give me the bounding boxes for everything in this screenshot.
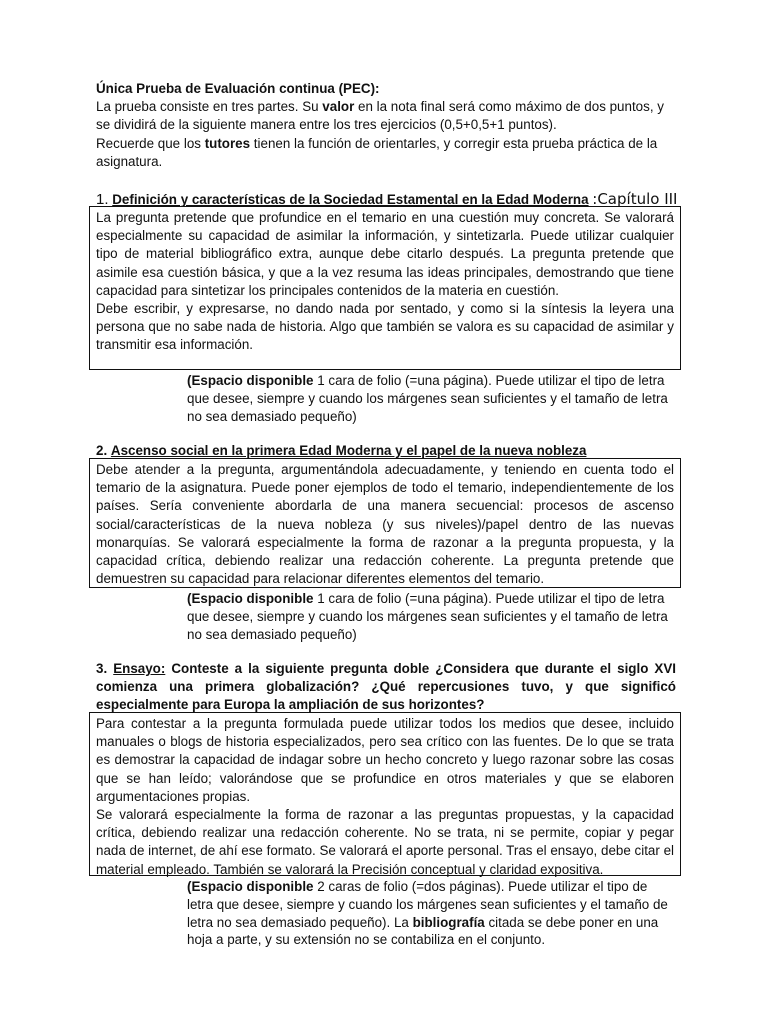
question-3-space-text: 2 caras de folio (=dos páginas). Puede utilizar el tipo de letra que desee, siempre y cuando los márgenes sean suficientes y el tamaño de letra no sea demasiado pequeño). La xyxy=(187,879,668,930)
question-2-space-label: (Espacio disponible xyxy=(187,591,314,606)
question-2-title: Ascenso social en la primera Edad Moderna y el papel de la nueva nobleza xyxy=(110,443,587,458)
intro-tutors-paragraph xyxy=(96,135,676,171)
question-3-heading xyxy=(96,660,676,715)
intro-value-paragraph xyxy=(96,98,676,134)
intro-title: Única Prueba de Evaluación continua (PEC): xyxy=(96,81,380,96)
question-1-instructions-box xyxy=(89,206,681,370)
intro-value-rest: en la nota final será como máximo de dos puntos, y se dividirá de la siguiente manera entre los tres ejercicios (0,5+0,5+1 puntos). xyxy=(96,99,664,133)
question-3-label: Ensayo: xyxy=(113,661,166,676)
question-1-chapter: :Capítulo III xyxy=(592,190,678,208)
intro-section xyxy=(96,80,676,171)
question-1-space-note xyxy=(187,372,677,425)
question-2-space-text: 1 cara de folio (=una página). Puede utilizar el tipo de letra que desee, siempre y cuando los márgenes sean suficientes y el tamaño de letra no sea demasiado pequeño) xyxy=(187,591,668,642)
question-3-bibliography-bold: bibliografía xyxy=(412,914,485,930)
question-2-number: 2. xyxy=(96,443,108,458)
question-1-instructions-p2: Debe escribir, y expresarse, no dando nada por sentado, y como si la síntesis la leyera una persona que no sabe nada de historia. Algo que también se valora es su capacidad de asimilar y transmitir esa información. xyxy=(96,301,674,353)
question-1-instructions-p1: La pregunta pretende que profundice en el temario en una cuestión muy concreta. Se valorará especialmente su capacidad de asimilar la información, y sintetizarla. Puede utilizar cualquier tipo de material bibliográfico extra, aunque debe citarlo después. La pregunta pretende que asimile esa cuestión básica, y que a la vez resuma las ideas principales, demostrando que tiene capacidad para sintetizar los principales contenidos de la materia en cuestión. xyxy=(96,210,674,298)
question-1-title: Definición y características de la Sociedad Estamental en la Edad Moderna xyxy=(112,192,589,207)
intro-tutors-rest: tienen la función de orientarles, y corregir esta prueba práctica de la asignatura. xyxy=(96,135,658,169)
question-3-question: Conteste a la siguiente pregunta doble ¿Considera que durante el siglo XVI comienza una primera globalización? ¿Qué repercusiones tuvo, y que significó especialmente para Europa la ampliación de sus horizontes? xyxy=(96,661,676,713)
intro-value-bold: valor xyxy=(322,99,355,115)
intro-tutors-text: Recuerde que los xyxy=(96,135,205,151)
question-3-instructions-p2: Se valorará especialmente la forma de razonar a las preguntas propuestas, y la capacidad crítica, debiendo realizar una redacción coherente. No se trata, ni se permite, copiar y pegar nada de internet, de ahí ese formato. Se valorará el aporte personal. Tras el ensayo, debe citar el material empleado. También se valorará la Precisión conceptual y claridad expositiva. xyxy=(96,807,674,877)
intro-tutors-bold: tutores xyxy=(204,135,251,151)
question-3-instructions-p1: Para contestar a la pregunta formulada puede utilizar todos los medios que desee, incluido manuales o blogs de historia especializados, pero sea crítico con las fuentes. De lo que se trata es demostrar la capacidad de indagar sobre un hecho concreto y luego razonar sobre las cosas que se han leído; valorándose que se profundice en otros materiales y que se elaboren argumentaciones propias. xyxy=(96,716,674,804)
intro-value-text: La prueba consiste en tres partes. Su xyxy=(96,99,323,115)
question-2-instructions-box xyxy=(89,458,681,588)
question-2-space-note xyxy=(187,590,677,643)
question-1-space-text: 1 cara de folio (=una página). Puede utilizar el tipo de letra que desee, siempre y cuando los márgenes sean suficientes y el tamaño de letra no sea demasiado pequeño) xyxy=(187,373,668,424)
question-3-space-note xyxy=(187,878,677,949)
question-3-space-label: (Espacio disponible xyxy=(187,879,314,894)
question-3-instructions-box xyxy=(89,712,681,876)
question-3-space-text-end: citada se debe poner en una hoja a parte, y su extensión no se contabiliza en el conjunto. xyxy=(187,914,659,948)
question-1-number: 1. xyxy=(96,191,109,208)
question-2-instructions-text: Debe atender a la pregunta, argumentándola adecuadamente, y teniendo en cuenta todo el temario de la asignatura. Puede poner ejemplos de todo el temario, independientemente de los países. Sería conveniente abordarla de una manera secuencial: procesos de ascenso social/características de la nueva nobleza (y sus niveles)/papel dentro de las nuevas monarquías. Se valorará especialmente la forma de razonar a la pregunta propuesta, y la capacidad crítica, debiendo realizar una redacción coherente. La pregunta pretende que demuestren su capacidad para relacionar diferentes elementos del temario. xyxy=(96,462,674,587)
question-1-space-label: (Espacio disponible xyxy=(187,373,314,388)
question-3-number: 3. xyxy=(96,661,108,676)
